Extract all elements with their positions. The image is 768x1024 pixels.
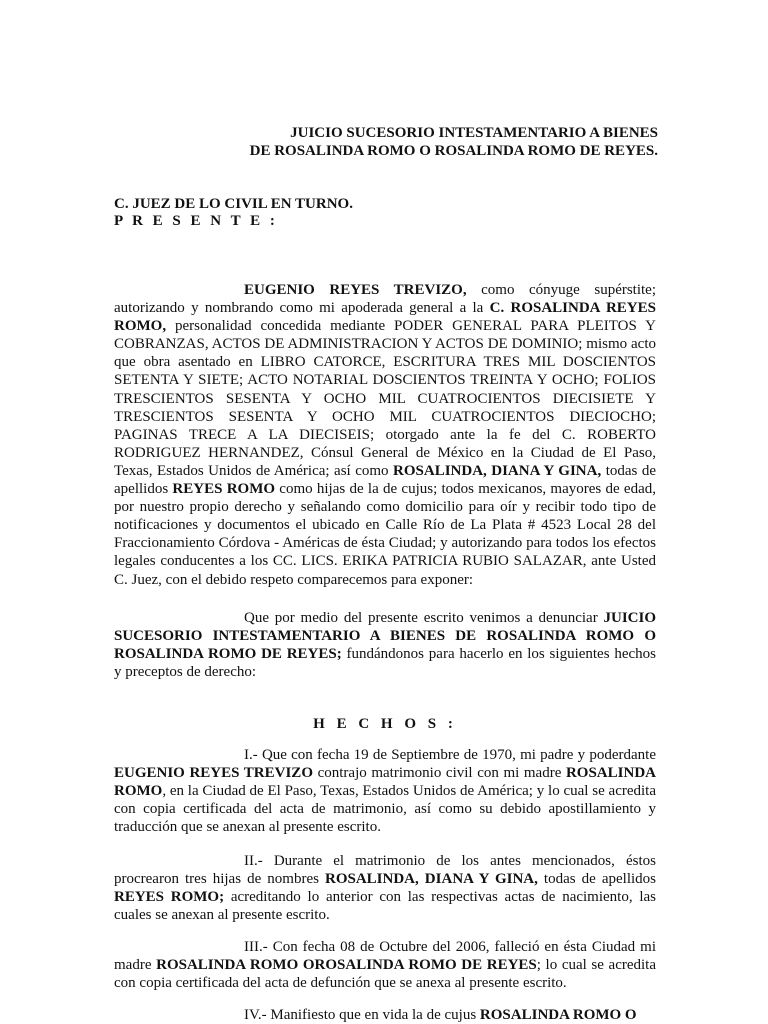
hecho-2-paragraph <box>114 852 656 924</box>
hecho-1-text-2: contrajo matrimonio civil con mi madre <box>312 765 566 782</box>
hecho-2-text-2: todas de apellidos <box>537 871 657 888</box>
hecho-4-paragraph <box>114 1006 656 1024</box>
document-title-line-1: JUICIO SUCESORIO INTESTAMENTARIO A BIENES <box>290 125 658 141</box>
addressee-presente: P R E S E N T E : <box>114 213 278 229</box>
hecho-1-text-1: I.- Que con fecha 19 de Septiembre de 1970, mi padre y poderdante <box>244 747 656 763</box>
hecho-4-bold-decujus: ROSALINDA ROMO O <box>479 1007 637 1023</box>
denuncia-text-2: fundándonos para hacerlo en los siguientes hechos y preceptos de derecho: <box>114 646 656 681</box>
intro-bold-apoderada: C. ROSALINDA REYES ROMO, <box>114 300 656 335</box>
intro-bold-name: EUGENIO REYES TREVIZO, <box>244 282 467 298</box>
hecho-3-text-2: ; lo cual se acredita con copia certificada del acta de defunción que se anexa al presente escrito. <box>114 957 656 992</box>
hecho-2-text-3: acreditando lo anterior con las respectivas actas de nacimiento, las cuales se anexan al presente escrito. <box>114 889 656 924</box>
document-title-line-2: DE ROSALINDA ROMO O ROSALINDA ROMO DE REYES. <box>249 143 658 159</box>
denuncia-bold-juicio: JUICIO SUCESORIO INTESTAMENTARIO A BIENES DE ROSALINDA ROMO O ROSALINDA ROMO DE REYES; <box>114 610 656 663</box>
denuncia-paragraph <box>114 609 656 681</box>
hecho-2-bold-hijas: ROSALINDA, DIANA Y GINA, <box>325 871 538 888</box>
intro-text-3: todas de apellidos <box>114 462 657 498</box>
hecho-2-text-1: II.- Durante el matrimonio de los antes mencionados, éstos procrearon tres hijas de nombres <box>114 853 656 888</box>
hecho-1-paragraph <box>114 746 656 836</box>
hecho-3-bold-madre: ROSALINDA ROMO OROSALINDA ROMO DE REYES <box>156 957 537 974</box>
intro-paragraph <box>114 281 656 589</box>
hecho-1-bold-padre: EUGENIO REYES TREVIZO <box>114 765 313 782</box>
intro-bold-apellidos: REYES ROMO <box>172 481 276 498</box>
hecho-1-text-3: , en la Ciudad de El Paso, Texas, Estados Unidos de América; y lo cual se acredita con copia certificada del acta de matrimonio, así como su debido apostillamiento y traducción que se anexan al presente escrito. <box>114 783 656 836</box>
hechos-heading: H E C H O S : <box>313 716 457 732</box>
hecho-2-bold-apellidos: REYES ROMO; <box>114 889 225 906</box>
hecho-3-paragraph <box>114 938 656 992</box>
hecho-3-text-1: III.- Con fecha 08 de Octubre del 2006, falleció en ésta Ciudad mi madre <box>114 939 656 974</box>
denuncia-text-1: Que por medio del presente escrito venimos a denunciar <box>244 610 604 626</box>
hecho-1-bold-madre: ROSALINDA ROMO <box>114 765 656 800</box>
addressee-judge: C. JUEZ DE LO CIVIL EN TURNO. <box>114 196 353 212</box>
intro-text-2: personalidad concedida mediante PODER GENERAL PARA PLEITOS Y COBRANZAS, ACTOS DE ADMINISTRACION Y ACTOS DE DOMINIO; mismo acto que obra asentado en LIBRO CATORCE, ESCRITURA TRES MIL DOSCIENTOS SETENTA Y SIETE; ACTO NOTARIAL DOSCIENTOS TREINTA Y OCHO; FOLIOS TRESCIENTOS SESENTA Y OCHO MIL CUATROCIENTOS DIECISIETE Y TRESCIENTOS SESENTA Y OCHO MIL CUATROCIENTOS DIECIOCHO; PAGINAS TRECE A LA DIECISEIS; otorgado ante la fe del C. ROBERTO RODRIGUEZ HERNANDEZ, Cónsul General de México en la Ciudad de El Paso, Texas, Estados Unidos de América; así como <box>114 318 656 479</box>
intro-text-4: como hijas de la de cujus; todos mexicanos, mayores de edad, por nuestro propio derecho y señalando como domicilio para oír y recibir todo tipo de notificaciones y documentos el ubicado en Calle Río de La Plata # 4523 Local 28 del Fraccionamiento Córdova - Américas de ésta Ciudad; y autorizando para todos los efectos legales conducentes a los CC. LICS. ERIKA PATRICIA RUBIO SALAZAR, ante Usted C. Juez, con el debido respeto comparecemos para exponer: <box>114 481 656 588</box>
hecho-4-text-1: IV.- Manifiesto que en vida la de cujus <box>244 1007 480 1023</box>
intro-bold-hijas: ROSALINDA, DIANA Y GINA, <box>393 462 602 479</box>
intro-text-1: como cónyuge supérstite; autorizando y nombrando como mi apoderada general a la <box>114 282 657 317</box>
